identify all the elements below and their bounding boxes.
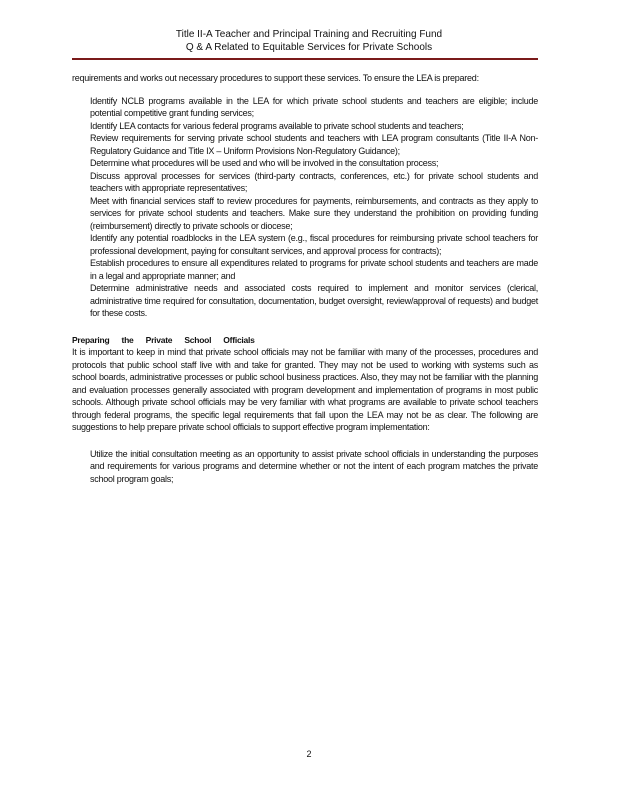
list-item [72,448,538,486]
private-officials-list [72,448,538,486]
list-item-text: Determine administrative needs and associated costs required to implement and monitor services (clerical, administrative time required for consultation, documentation, budget oversight, review/approval of requests) and budget for these costs. [90,283,538,318]
list-item-text: Meet with financial services staff to review procedures for payments, reimbursements, and contracts as they apply to services for private school students and teachers. Make sure they understand the prohibition on providing funding (reimbursement) directly to private schools or diocese; [90,195,538,231]
list-item-text: Review requirements for serving private school students and teachers with LEA program consultants (Title II-A Non-Regulatory Guidance and Title IX – Uniform Provisions Non-Regulatory Guidance); [90,133,538,156]
list-item-text: Establish procedures to ensure all expenditures related to programs for private school students and teachers are made in a legal and appropriate manner; and [90,258,538,281]
section-heading: Preparing the Private School Officials [72,334,255,345]
list-item-text: Identify any potential roadblocks in the LEA system (e.g., fiscal procedures for reimbursing private school teachers for professional development, paying for consultant services, and approval process for contracts); [90,233,538,256]
list-item [72,170,538,195]
list-item [72,132,538,157]
list-item [72,282,538,320]
header-title-line2: Q & A Related to Equitable Services for Private Schools [185,42,433,53]
list-item [72,232,538,257]
header-title-line1: Title II-A Teacher and Principal Training and Recruiting Fund [175,29,443,40]
page-header [60,28,558,54]
section-paragraph: It is important to keep in mind that private school officials may not be familiar with many of the processes, procedures and protocols that public school staff live with and take for granted. They may not be used to working with systems such as school boards, administrative processes or public school business practices. Also, they may not be familiar with the planning and evaluation processes generally associated with program development and implementation of programs in most public schools. Although private school officials may be very familiar with what programs are available to private school teachers through federal programs, the specific legal requirements that fall upon the LEA may not be as clear. The following are suggestions to help prepare private school officials to support effective program implementation: [72,347,538,432]
page-number: 2 [306,749,312,759]
list-item [72,195,538,233]
list-item [72,95,538,120]
lea-preparation-list [72,95,538,320]
list-item [72,120,538,133]
list-item-text: Determine what procedures will be used and who will be involved in the consultation process; [90,158,439,168]
list-item [72,257,538,282]
list-item-text: Identify LEA contacts for various federal programs available to private school students and teachers; [90,120,464,131]
intro-paragraph: requirements and works out necessary procedures to support these services. To ensure the LEA is prepared: [72,73,479,83]
list-item-text: Utilize the initial consultation meeting as an opportunity to assist private school officials in understanding the purposes and requirements for various programs and determine whether or not the intent of each program matches the private school program goals; [90,448,538,484]
list-item-text: Identify NCLB programs available in the LEA for which private school students and teachers are eligible; include potential competitive grant funding services; [90,95,538,118]
page-body [72,72,538,485]
list-item-text: Discuss approval processes for services (third-party contracts, conferences, etc.) for private school students and teachers with appropriate representatives; [90,170,538,193]
header-rule [72,58,538,60]
list-item [72,157,538,170]
